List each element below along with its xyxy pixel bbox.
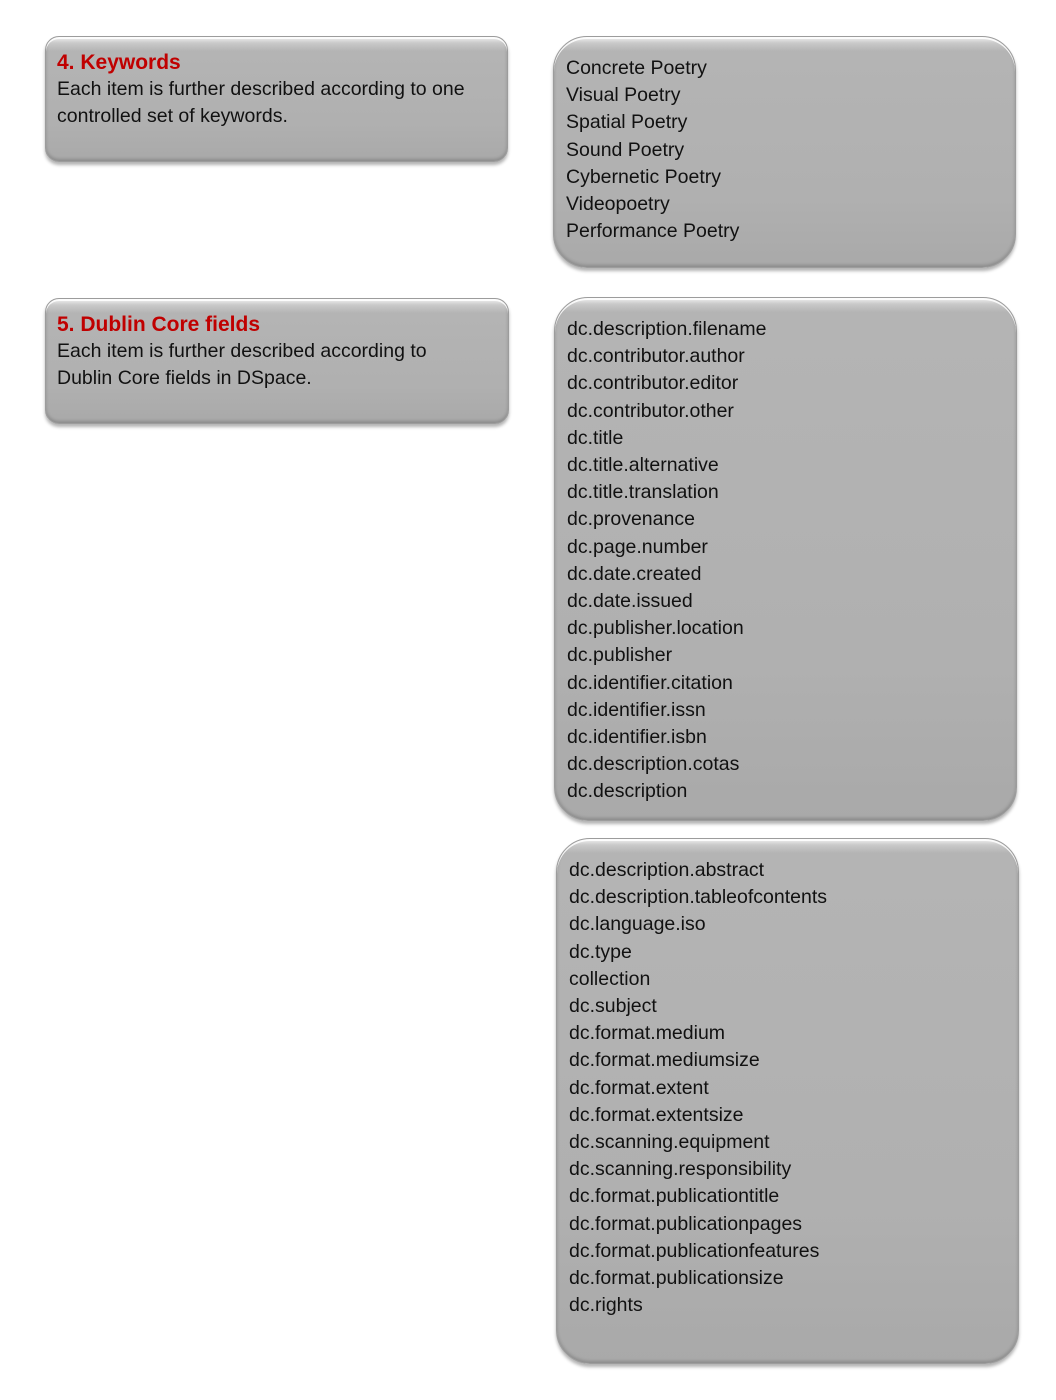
dc-field-item: dc.contributor.editor [567,372,739,395]
keywords-description-line: controlled set of keywords. [57,105,288,127]
dc-field-item: dc.format.publicationsize [569,1267,784,1290]
dc-field-item: dc.format.publicationtitle [569,1185,780,1208]
dc-field-item: dc.scanning.equipment [569,1131,770,1154]
dc-field-item: dc.title.translation [567,481,719,504]
keywords-description-line: Each item is further described according to one [57,78,465,100]
dc-field-item: dc.date.created [567,562,702,585]
dublin-core-description-line: Each item is further described according to [57,340,427,362]
dc-field-item: dc.description.cotas [567,753,740,776]
keywords-section-box [45,36,508,162]
dc-field-item: dc.date.issued [567,590,693,613]
keyword-item: Videopoetry [566,193,670,216]
dc-field-item: dc.description [567,780,688,803]
dc-field-item: dc.provenance [567,508,695,531]
keyword-item: Sound Poetry [566,138,685,161]
dc-field-item: dc.format.mediumsize [569,1049,760,1072]
keyword-item: Spatial Poetry [566,111,688,134]
keywords-description [57,76,497,130]
dc-field-item: dc.format.publicationpages [569,1212,803,1235]
keywords-heading: 4. Keywords [57,51,181,74]
dc-fields-list-2 [569,857,1008,1319]
dc-field-item: collection [569,967,651,990]
dc-field-item: dc.format.extentsize [569,1103,744,1126]
dublin-core-description-line: Dublin Core fields in DSpace. [57,367,312,389]
dc-field-item: dc.contributor.author [567,345,745,368]
dublin-core-heading: 5. Dublin Core fields [57,313,261,336]
keyword-item: Cybernetic Poetry [566,165,721,188]
dc-field-item: dc.format.publicationfeatures [569,1239,820,1262]
dc-fields-list-1 [567,316,1006,806]
keyword-list [566,55,1005,245]
keyword-item: Performance Poetry [566,220,740,243]
dc-field-item: dc.format.extent [569,1076,709,1099]
dc-field-item: dc.title [567,426,624,449]
dc-field-item: dc.page.number [567,535,708,558]
dc-field-item: dc.contributor.other [567,399,734,422]
dc-field-item: dc.title.alternative [567,454,719,477]
dc-field-item: dc.identifier.citation [567,671,733,694]
dc-field-item: dc.type [569,940,632,963]
dc-fields-list-box-2 [556,838,1019,1364]
dc-field-item: dc.format.medium [569,1022,726,1045]
keyword-item: Concrete Poetry [566,57,707,79]
dc-field-item: dc.publisher [567,644,673,667]
dublin-core-description [57,338,498,392]
dc-field-item: dc.identifier.issn [567,698,706,721]
dc-field-item: dc.subject [569,995,657,1018]
keyword-list-box [553,36,1016,268]
dc-field-item: dc.description.filename [567,318,767,340]
dc-field-item: dc.language.iso [569,913,706,936]
keyword-item: Visual Poetry [566,84,681,107]
dc-fields-list-box-1 [554,297,1017,821]
dc-field-item: dc.rights [569,1294,643,1317]
dc-field-item: dc.description.tableofcontents [569,886,827,909]
dublin-core-section-box [45,298,509,424]
dc-field-item: dc.identifier.isbn [567,726,707,749]
dc-field-item: dc.description.abstract [569,859,765,881]
dc-field-item: dc.scanning.responsibility [569,1158,792,1181]
dc-field-item: dc.publisher.location [567,617,744,640]
